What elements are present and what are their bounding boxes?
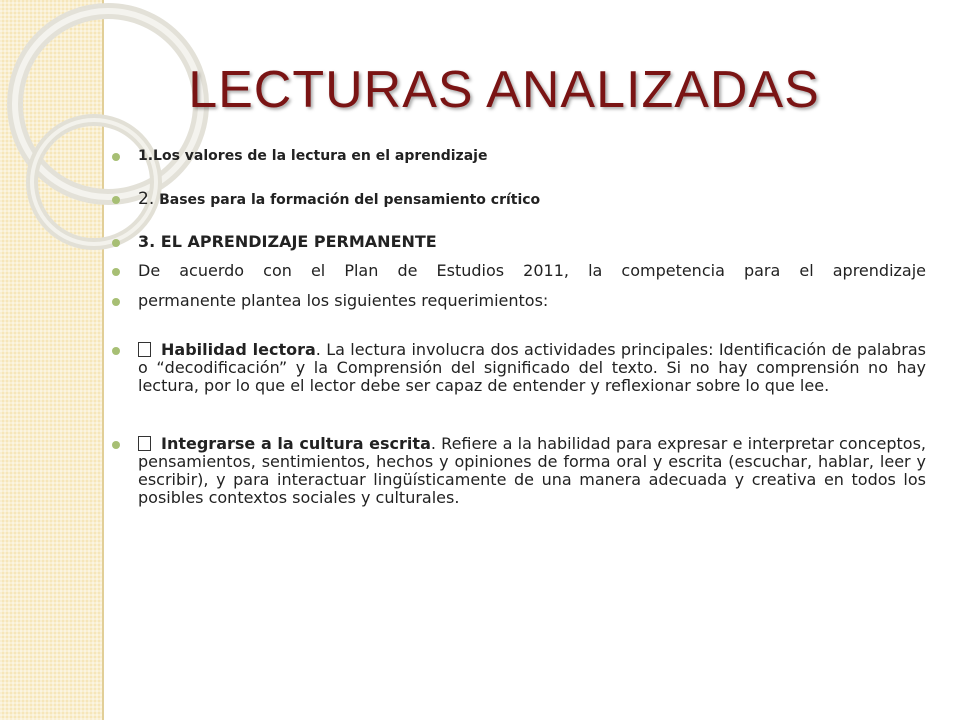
bullet-dot-icon: [112, 153, 120, 161]
bullet-dot-icon: [112, 268, 120, 276]
bullet-text: 3. EL APRENDIZAJE PERMANENTE: [138, 232, 437, 251]
bullet-dot-icon: [112, 441, 120, 449]
bullet-item-requerimientos: [108, 291, 926, 311]
bullet-item-cultura-escrita: [108, 435, 926, 507]
bullet-text: . Refiere a la habilidad para expresar e interpretar conceptos, pensamientos, sentimientos, hechos y opiniones de forma oral y escrita (escuchar, hablar, leer y escribir), y para interactuar lingüísticamente de una manera adecuada y creativa en todos los posibles contextos sociales y culturales.: [138, 434, 927, 507]
empty-box-icon: [138, 436, 151, 451]
bullet-text: 1.Los valores de la lectura en el aprendizaje: [138, 148, 488, 164]
bullet-dot-icon: [112, 196, 120, 204]
bullet-dot-icon: [112, 239, 120, 247]
bullet-text: . La lectura involucra dos actividades principales: Identificación de palabras o “decodificación” y la Comprensión del significado del texto. Si no hay comprensión no hay lectura, por lo que el lector debe ser capaz de entender y reflexionar sobre lo que lee.: [138, 340, 927, 395]
bullet-text: Bases para la formación del pensamiento crítico: [154, 192, 541, 208]
bullet-lead: Habilidad lectora: [161, 340, 316, 359]
slide-title: LECTURAS ANALIZADAS: [188, 61, 820, 119]
bullet-item-bases: [108, 189, 926, 210]
bullet-item-habilidad-lectora: [108, 341, 926, 395]
bullet-list: [108, 146, 926, 507]
empty-box-icon: [138, 342, 151, 357]
bullet-text: permanente plantea los siguientes requerimientos:: [138, 291, 549, 310]
bullet-dot-icon: [112, 347, 120, 355]
bullet-item-aprendizaje-permanente: [108, 232, 926, 252]
bullet-item-valores: [108, 146, 926, 166]
bullet-dot-icon: [112, 298, 120, 306]
bullet-number: 2.: [138, 189, 155, 209]
bullet-item-plan-estudios: [108, 261, 926, 281]
bullet-lead: Integrarse a la cultura escrita: [161, 434, 431, 453]
bullet-text: De acuerdo con el Plan de Estudios 2011, la competencia para el aprendizaje: [138, 261, 926, 280]
